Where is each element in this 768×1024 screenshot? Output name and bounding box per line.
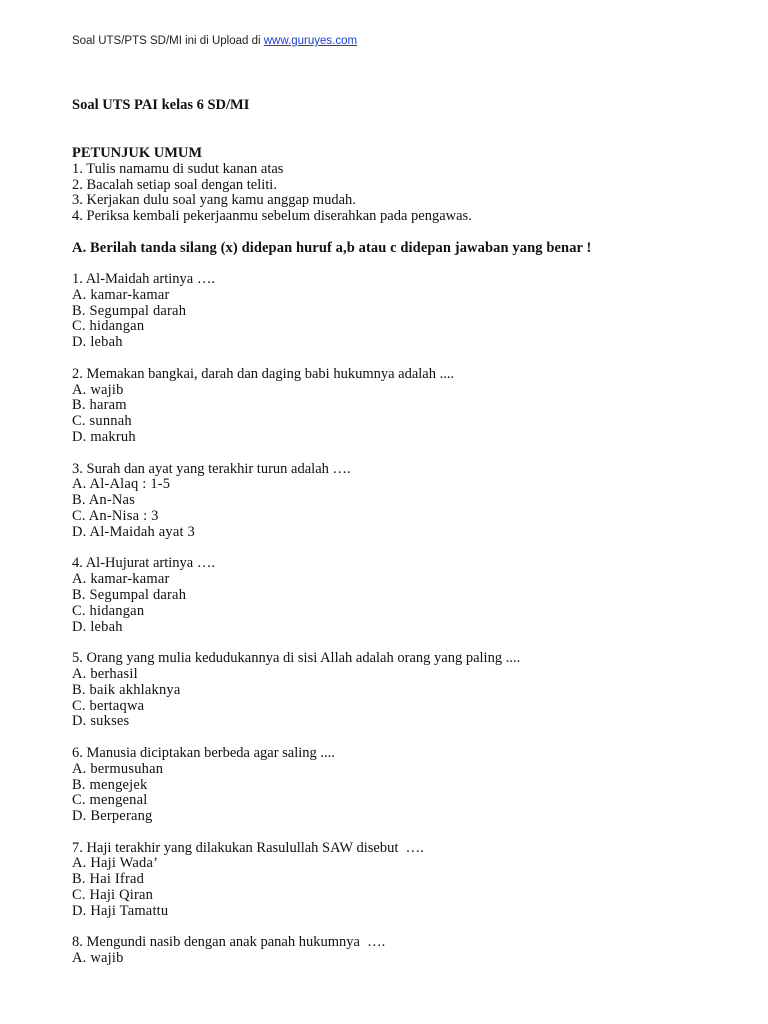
answer-option: A. wajib: [72, 950, 124, 967]
question-text: 3. Surah dan ayat yang terakhir turun adalah ….: [72, 460, 351, 477]
question-text: 6. Manusia diciptakan berbeda agar saling ....: [72, 744, 335, 761]
answer-option: D. makruh: [72, 428, 136, 445]
answer-option: A. kamar-kamar: [72, 286, 170, 303]
question-text: 5. Orang yang mulia kedudukannya di sisi Allah adalah orang yang paling ....: [72, 650, 521, 667]
answer-option: B. baik akhlaknya: [72, 681, 181, 698]
question-text: 4. Al-Hujurat artinya ….: [72, 555, 215, 572]
question-5: [72, 651, 520, 730]
page-header: [72, 35, 357, 47]
question-6: [72, 746, 520, 825]
answer-option: A. bermusuhan: [72, 760, 164, 777]
answer-option: A. Haji Wada’: [72, 855, 159, 872]
header-link[interactable]: www.guruyes.com: [263, 35, 358, 47]
instruction-item: 2. Bacalah setiap soal dengan teliti.: [72, 176, 277, 193]
answer-option: C. An-Nisa : 3: [72, 507, 159, 524]
question-text: 8. Mengundi nasib dengan anak panah hukumnya ….: [72, 934, 386, 951]
question-list: [72, 272, 520, 983]
general-instructions: [72, 146, 472, 225]
question-text: 7. Haji terakhir yang dilakukan Rasulullah SAW disebut ….: [72, 839, 424, 856]
answer-option: D. Haji Tamattu: [72, 902, 169, 919]
instructions-heading: PETUNJUK UMUM: [72, 145, 203, 161]
answer-option: B. haram: [72, 397, 127, 414]
answer-option: B. Segumpal darah: [72, 586, 187, 603]
answer-option: C. sunnah: [72, 413, 132, 430]
answer-option: D. Berperang: [72, 808, 153, 825]
question-text: 2. Memakan bangkai, darah dan daging babi hukumnya adalah ....: [72, 365, 455, 382]
question-3: [72, 462, 520, 541]
answer-option: A. kamar-kamar: [72, 571, 170, 588]
answer-option: C. Haji Qiran: [72, 887, 154, 904]
question-4: [72, 556, 520, 635]
answer-option: D. sukses: [72, 713, 130, 730]
question-1: [72, 272, 520, 351]
answer-option: C. mengenal: [72, 792, 148, 809]
answer-option: B. mengejek: [72, 776, 148, 793]
question-2: [72, 367, 520, 446]
question-8: [72, 935, 520, 967]
question-7: [72, 841, 520, 920]
answer-option: C. bertaqwa: [72, 697, 145, 714]
instruction-item: 1. Tulis namamu di sudut kanan atas: [72, 160, 284, 177]
answer-option: B. Segumpal darah: [72, 302, 187, 319]
answer-option: B. An-Nas: [72, 492, 136, 509]
answer-option: D. Al-Maidah ayat 3: [72, 523, 195, 540]
answer-option: D. lebah: [72, 334, 123, 351]
instruction-item: 3. Kerjakan dulu soal yang kamu anggap mudah.: [72, 192, 356, 209]
document-title: Soal UTS PAI kelas 6 SD/MI: [72, 97, 250, 113]
answer-option: C. hidangan: [72, 318, 145, 335]
question-text: 1. Al-Maidah artinya ….: [72, 271, 215, 287]
answer-option: A. wajib: [72, 381, 124, 398]
header-text: Soal UTS/PTS SD/MI ini di Upload di: [72, 35, 264, 47]
section-a-heading: A. Berilah tanda silang (x) didepan huruf a,b atau c didepan jawaban yang benar !: [72, 240, 592, 256]
answer-option: D. lebah: [72, 618, 123, 635]
instruction-item: 4. Periksa kembali pekerjaanmu sebelum diserahkan pada pengawas.: [72, 208, 472, 225]
answer-option: C. hidangan: [72, 602, 145, 619]
answer-option: B. Hai Ifrad: [72, 871, 145, 888]
answer-option: A. Al-Alaq : 1-5: [72, 476, 171, 493]
answer-option: A. berhasil: [72, 665, 138, 682]
